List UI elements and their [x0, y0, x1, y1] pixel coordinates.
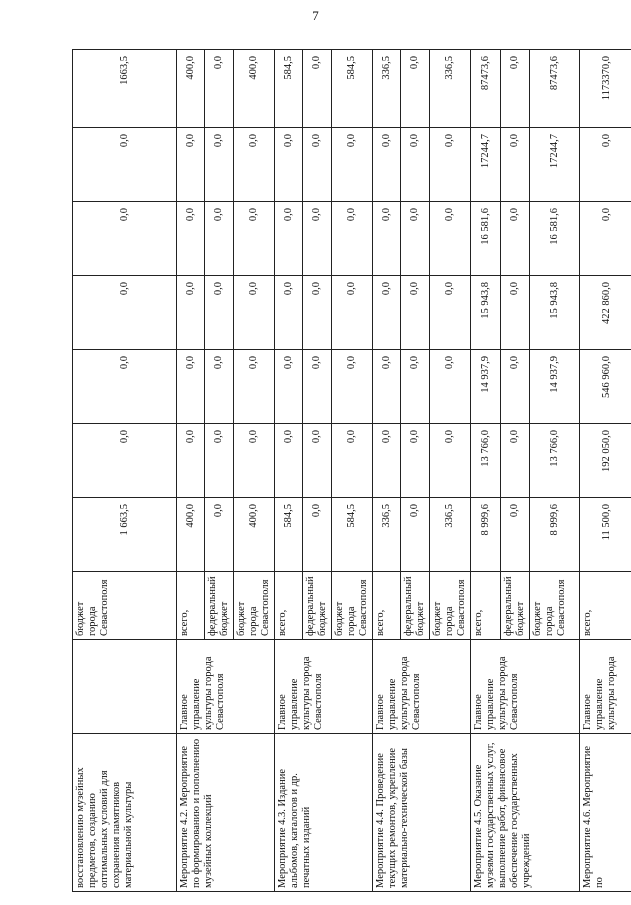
value-cell: 17244,7: [530, 128, 580, 202]
measure-cell: восстановлению музейных предметов, созданию оптимальных условий для сохранения памятников материальной культуры: [73, 734, 177, 892]
value-cell: 0,0: [580, 128, 631, 202]
value-cell: 0,0: [177, 424, 205, 498]
measure-cell: Мероприятие 4.6. Мероприятие по: [580, 734, 631, 892]
source-cell: федеральный бюджет: [303, 572, 332, 640]
source-cell: всего,: [580, 572, 631, 640]
value-cell: 0,0: [205, 498, 234, 572]
value-cell: 192 050,0: [580, 424, 631, 498]
value-cell: 8 999,6: [471, 498, 501, 572]
value-cell: 0,0: [275, 128, 303, 202]
page-number: 7: [312, 8, 319, 23]
value-cell: 1 663,5: [73, 498, 177, 572]
value-cell: 0,0: [234, 202, 275, 276]
rotated-table-area: [72, 50, 617, 892]
table-body: [73, 50, 631, 892]
value-cell: 16 581,6: [530, 202, 580, 276]
value-cell: 0,0: [501, 50, 530, 128]
value-cell: 1663,5: [73, 50, 177, 128]
table-row: [73, 50, 177, 892]
value-cell: 0,0: [275, 350, 303, 424]
value-cell: 0,0: [275, 276, 303, 350]
value-cell: 0,0: [303, 350, 332, 424]
value-cell: 87473,6: [471, 50, 501, 128]
value-cell: 0,0: [332, 424, 373, 498]
budget-table: [72, 49, 631, 892]
value-cell: 0,0: [401, 202, 430, 276]
table-row: [177, 50, 205, 892]
value-cell: 336,5: [430, 50, 471, 128]
value-cell: 0,0: [401, 50, 430, 128]
value-cell: 0,0: [275, 202, 303, 276]
value-cell: 0,0: [401, 276, 430, 350]
value-cell: 584,5: [332, 498, 373, 572]
value-cell: 15 943,8: [530, 276, 580, 350]
value-cell: 0,0: [73, 202, 177, 276]
value-cell: 0,0: [430, 128, 471, 202]
value-cell: 422 860,0: [580, 276, 631, 350]
value-cell: 0,0: [303, 202, 332, 276]
value-cell: 0,0: [501, 202, 530, 276]
value-cell: 336,5: [373, 498, 401, 572]
value-cell: 336,5: [430, 498, 471, 572]
value-cell: 13 766,0: [530, 424, 580, 498]
executor-cell: Главное управление культуры города Севастополя: [177, 640, 275, 734]
value-cell: 0,0: [205, 276, 234, 350]
value-cell: 13 766,0: [471, 424, 501, 498]
value-cell: 0,0: [332, 276, 373, 350]
measure-cell: Мероприятие 4.4. Проведение текущих ремонтов, укрепление материально-технической базы: [373, 734, 471, 892]
value-cell: 0,0: [401, 350, 430, 424]
value-cell: 0,0: [401, 424, 430, 498]
value-cell: 0,0: [332, 350, 373, 424]
source-cell: федеральный бюджет: [205, 572, 234, 640]
value-cell: 400,0: [177, 498, 205, 572]
value-cell: 0,0: [73, 128, 177, 202]
value-cell: 0,0: [205, 202, 234, 276]
executor-cell: Главное управление культуры города Севастополя: [471, 640, 580, 734]
value-cell: 0,0: [373, 202, 401, 276]
table-row: [471, 50, 501, 892]
value-cell: 0,0: [332, 128, 373, 202]
value-cell: 584,5: [332, 50, 373, 128]
value-cell: 0,0: [332, 202, 373, 276]
value-cell: 336,5: [373, 50, 401, 128]
value-cell: 0,0: [373, 424, 401, 498]
value-cell: 0,0: [177, 276, 205, 350]
value-cell: 0,0: [373, 128, 401, 202]
value-cell: 15 943,8: [471, 276, 501, 350]
source-cell: бюджет города Севастополя: [234, 572, 275, 640]
value-cell: 0,0: [401, 498, 430, 572]
value-cell: 0,0: [234, 276, 275, 350]
source-cell: бюджет города Севастополя: [530, 572, 580, 640]
value-cell: 17244,7: [471, 128, 501, 202]
measure-cell: Мероприятие 4.3. Издание альбомов, каталогов и др. печатных изданий: [275, 734, 373, 892]
value-cell: 0,0: [303, 128, 332, 202]
value-cell: 0,0: [177, 202, 205, 276]
value-cell: 0,0: [501, 498, 530, 572]
value-cell: 0,0: [73, 276, 177, 350]
value-cell: 0,0: [501, 350, 530, 424]
value-cell: 0,0: [205, 424, 234, 498]
value-cell: 0,0: [177, 350, 205, 424]
value-cell: 14 937,9: [471, 350, 501, 424]
value-cell: 0,0: [430, 202, 471, 276]
rotated-table-container: [72, 50, 617, 892]
source-cell: федеральный бюджет: [501, 572, 530, 640]
executor-cell: Главное управление культуры города Севастополя: [373, 640, 471, 734]
value-cell: 0,0: [205, 50, 234, 128]
source-cell: бюджет города Севастополя: [430, 572, 471, 640]
value-cell: 0,0: [303, 276, 332, 350]
value-cell: 400,0: [234, 50, 275, 128]
value-cell: 11 500,0: [580, 498, 631, 572]
table-row: [580, 50, 631, 892]
value-cell: 0,0: [373, 350, 401, 424]
executor-cell: Главное управление культуры города Севастополя: [275, 640, 373, 734]
value-cell: 0,0: [303, 50, 332, 128]
source-cell: всего,: [471, 572, 501, 640]
value-cell: 0,0: [430, 424, 471, 498]
value-cell: 0,0: [401, 128, 430, 202]
value-cell: 0,0: [303, 424, 332, 498]
value-cell: 0,0: [205, 128, 234, 202]
value-cell: 0,0: [234, 350, 275, 424]
measure-cell: Мероприятие 4.5. Оказание музеями государственных услуг, выполнение работ, финансовое обеспечение государственных учреждений: [471, 734, 580, 892]
value-cell: 0,0: [177, 128, 205, 202]
value-cell: 0,0: [73, 350, 177, 424]
value-cell: 0,0: [234, 128, 275, 202]
value-cell: 584,5: [275, 50, 303, 128]
value-cell: 0,0: [275, 424, 303, 498]
value-cell: 0,0: [303, 498, 332, 572]
source-cell: всего,: [275, 572, 303, 640]
value-cell: 400,0: [234, 498, 275, 572]
source-cell: всего,: [373, 572, 401, 640]
value-cell: 546 960,0: [580, 350, 631, 424]
value-cell: 0,0: [73, 424, 177, 498]
value-cell: 0,0: [580, 202, 631, 276]
value-cell: 0,0: [373, 276, 401, 350]
table-row: [373, 50, 401, 892]
table-row: [275, 50, 303, 892]
value-cell: 0,0: [501, 424, 530, 498]
value-cell: 0,0: [205, 350, 234, 424]
value-cell: 1173370,0: [580, 50, 631, 128]
value-cell: 400,0: [177, 50, 205, 128]
value-cell: 14 937,9: [530, 350, 580, 424]
executor-cell: [73, 640, 177, 734]
value-cell: 16 581,6: [471, 202, 501, 276]
value-cell: 0,0: [234, 424, 275, 498]
source-cell: всего,: [177, 572, 205, 640]
value-cell: 0,0: [430, 276, 471, 350]
value-cell: 584,5: [275, 498, 303, 572]
value-cell: 0,0: [430, 350, 471, 424]
value-cell: 0,0: [501, 128, 530, 202]
measure-cell: Мероприятие 4.2. Мероприятие по формированию и пополнению музейных коллекций: [177, 734, 275, 892]
source-cell: бюджет города Севастополя: [73, 572, 177, 640]
source-cell: бюджет города Севастополя: [332, 572, 373, 640]
value-cell: 0,0: [501, 276, 530, 350]
source-cell: федеральный бюджет: [401, 572, 430, 640]
value-cell: 87473,6: [530, 50, 580, 128]
executor-cell: Главное управление культуры города: [580, 640, 631, 734]
value-cell: 8 999,6: [530, 498, 580, 572]
